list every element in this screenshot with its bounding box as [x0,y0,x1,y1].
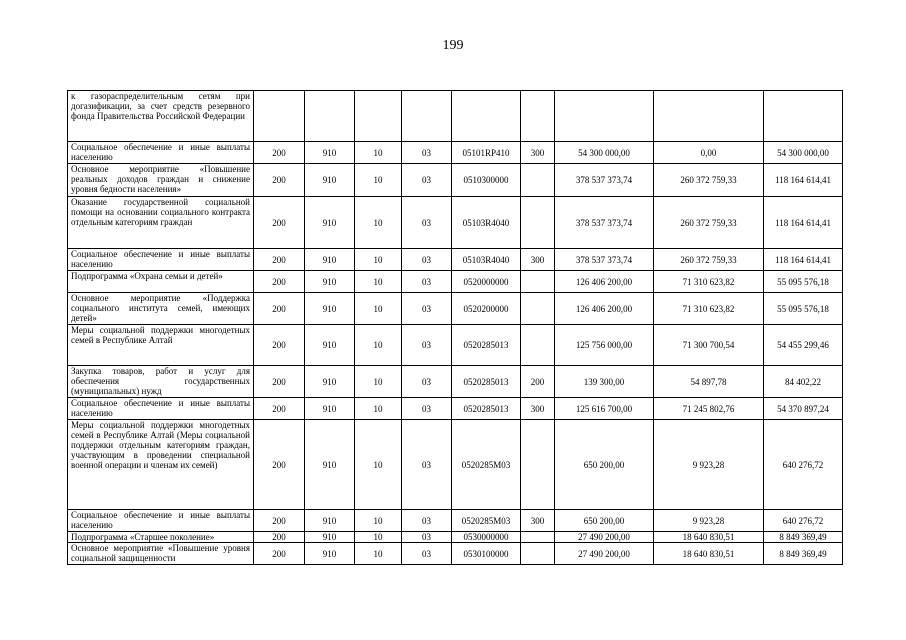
budget-table [67,90,843,565]
expense-type-code: 0520200000 [452,293,521,325]
kvr-code [521,91,555,142]
target-article-code: 03 [402,420,452,510]
remaining-amount: 84 402,22 [764,366,843,398]
kvr-code [521,197,555,249]
table-row [68,197,843,249]
executed-amount: 260 372 759,33 [654,164,764,197]
line-item-name: Социальное обеспечение и иные выплаты населению [68,398,254,420]
table-row [68,398,843,420]
target-article-code: 03 [402,271,452,293]
remaining-amount: 118 164 614,41 [764,197,843,249]
kfsr-section-code: 910 [305,293,355,325]
line-item-name: Меры социальной поддержки многодетных семей в Республике Алтай [68,325,254,366]
line-item-name: Социальное обеспечение и иные выплаты населению [68,249,254,271]
kvsr-code: 200 [254,164,305,197]
kvsr-code: 200 [254,510,305,532]
executed-amount: 18 640 830,51 [654,543,764,565]
kvsr-code: 200 [254,398,305,420]
remaining-amount: 640 276,72 [764,510,843,532]
kfsr-section-code: 910 [305,197,355,249]
approved-amount: 378 537 373,74 [555,249,654,271]
kfsr-section-code: 910 [305,164,355,197]
approved-amount: 125 616 700,00 [555,398,654,420]
subsection-code: 10 [355,543,402,565]
line-item-name: Основное мероприятие «Повышение уровня социальной защищенности [68,543,254,565]
executed-amount: 71 245 802,76 [654,398,764,420]
approved-amount: 378 537 373,74 [555,164,654,197]
kvr-code [521,293,555,325]
remaining-amount: 118 164 614,41 [764,164,843,197]
approved-amount: 27 490 200,00 [555,543,654,565]
expense-type-code: 0520285013 [452,366,521,398]
subsection-code: 10 [355,142,402,164]
kfsr-section-code: 910 [305,366,355,398]
table-body [68,91,843,565]
target-article-code: 03 [402,532,452,543]
executed-amount: 260 372 759,33 [654,197,764,249]
subsection-code: 10 [355,293,402,325]
expense-type-code: 0520000000 [452,271,521,293]
line-item-name: Основное мероприятие «Повышение реальных доходов граждан и снижение уровня бедности населения» [68,164,254,197]
remaining-amount: 54 370 897,24 [764,398,843,420]
subsection-code [355,91,402,142]
expense-type-code: 05103R4040 [452,249,521,271]
table-row [68,366,843,398]
approved-amount: 650 200,00 [555,420,654,510]
table-row [68,420,843,510]
page-number: 199 [442,38,464,53]
expense-type-code [452,91,521,142]
kvr-code [521,532,555,543]
expense-type-code: 05101RP410 [452,142,521,164]
target-article-code: 03 [402,543,452,565]
target-article-code [402,91,452,142]
table-row [68,543,843,565]
kvr-code [521,164,555,197]
approved-amount [555,91,654,142]
target-article-code: 03 [402,142,452,164]
remaining-amount: 55 095 576,18 [764,271,843,293]
kvr-code [521,420,555,510]
remaining-amount: 640 276,72 [764,420,843,510]
target-article-code: 03 [402,366,452,398]
remaining-amount: 118 164 614,41 [764,249,843,271]
line-item-name: Подпрограмма «Старшее поколение» [68,532,254,543]
expense-type-code: 0530100000 [452,543,521,565]
expense-type-code: 0520285M03 [452,510,521,532]
target-article-code: 03 [402,164,452,197]
approved-amount: 139 300,00 [555,366,654,398]
table-row [68,142,843,164]
remaining-amount [764,91,843,142]
subsection-code: 10 [355,366,402,398]
target-article-code: 03 [402,398,452,420]
expense-type-code: 0520285013 [452,325,521,366]
kvr-code [521,325,555,366]
kfsr-section-code: 910 [305,420,355,510]
kvr-code [521,543,555,565]
subsection-code: 10 [355,532,402,543]
target-article-code: 03 [402,325,452,366]
kvsr-code: 200 [254,420,305,510]
table-row [68,510,843,532]
approved-amount: 378 537 373,74 [555,197,654,249]
expense-type-code: 0510300000 [452,164,521,197]
kfsr-section-code: 910 [305,543,355,565]
kfsr-section-code: 910 [305,142,355,164]
remaining-amount: 8 849 369,49 [764,532,843,543]
kvsr-code: 200 [254,271,305,293]
kvr-code: 300 [521,142,555,164]
kvr-code: 200 [521,366,555,398]
approved-amount: 27 490 200,00 [555,532,654,543]
expense-type-code: 0530000000 [452,532,521,543]
kfsr-section-code [305,91,355,142]
executed-amount: 0,00 [654,142,764,164]
executed-amount: 260 372 759,33 [654,249,764,271]
subsection-code: 10 [355,271,402,293]
executed-amount [654,91,764,142]
table-row [68,249,843,271]
line-item-name: Основное мероприятие «Поддержка социального института семей, имеющих детей» [68,293,254,325]
kfsr-section-code: 910 [305,510,355,532]
line-item-name: Закупка товаров, работ и услуг для обеспечения государственных (муниципальных) нужд [68,366,254,398]
subsection-code: 10 [355,325,402,366]
table-row [68,532,843,543]
kvr-code: 300 [521,249,555,271]
line-item-name: Оказание государственной социальной помощи на основании социального контракта отдельным категориям граждан [68,197,254,249]
kvsr-code: 200 [254,366,305,398]
kvr-code: 300 [521,510,555,532]
subsection-code: 10 [355,249,402,271]
kvsr-code: 200 [254,532,305,543]
executed-amount: 71 310 623,82 [654,271,764,293]
table-row [68,271,843,293]
executed-amount: 54 897,78 [654,366,764,398]
target-article-code: 03 [402,249,452,271]
kfsr-section-code: 910 [305,398,355,420]
remaining-amount: 54 455 299,46 [764,325,843,366]
remaining-amount: 8 849 369,49 [764,543,843,565]
line-item-name: Социальное обеспечение и иные выплаты населению [68,142,254,164]
executed-amount: 18 640 830,51 [654,532,764,543]
expense-type-code: 0520285013 [452,398,521,420]
subsection-code: 10 [355,398,402,420]
kfsr-section-code: 910 [305,271,355,293]
table-row [68,91,843,142]
kvsr-code: 200 [254,293,305,325]
executed-amount: 71 310 623,82 [654,293,764,325]
kfsr-section-code: 910 [305,249,355,271]
subsection-code: 10 [355,420,402,510]
kvsr-code: 200 [254,325,305,366]
approved-amount: 126 406 200,00 [555,293,654,325]
line-item-name: Подпрограмма «Охрана семьи и детей» [68,271,254,293]
kfsr-section-code: 910 [305,532,355,543]
line-item-name: к газораспределительным сетям при догазификации, за счет средств резервного фонда Правительства Российской Федерации [68,91,254,142]
target-article-code: 03 [402,510,452,532]
executed-amount: 9 923,28 [654,420,764,510]
approved-amount: 650 200,00 [555,510,654,532]
subsection-code: 10 [355,510,402,532]
kvsr-code: 200 [254,197,305,249]
kvr-code [521,271,555,293]
target-article-code: 03 [402,293,452,325]
approved-amount: 125 756 000,00 [555,325,654,366]
kvsr-code: 200 [254,142,305,164]
kvsr-code [254,91,305,142]
remaining-amount: 54 300 000,00 [764,142,843,164]
expense-type-code: 0520285M03 [452,420,521,510]
table-row [68,325,843,366]
approved-amount: 126 406 200,00 [555,271,654,293]
line-item-name: Меры социальной поддержки многодетных семей в Республике Алтай (Меры социальной поддержки отдельным категориям граждан, участвующим в проведении специальной военной операции и членам их семей) [68,420,254,510]
line-item-name: Социальное обеспечение и иные выплаты населению [68,510,254,532]
kvsr-code: 200 [254,249,305,271]
kvr-code: 300 [521,398,555,420]
table-row [68,293,843,325]
executed-amount: 71 300 700,54 [654,325,764,366]
table-row [68,164,843,197]
kfsr-section-code: 910 [305,325,355,366]
subsection-code: 10 [355,197,402,249]
executed-amount: 9 923,28 [654,510,764,532]
kvsr-code: 200 [254,543,305,565]
subsection-code: 10 [355,164,402,197]
approved-amount: 54 300 000,00 [555,142,654,164]
remaining-amount: 55 095 576,18 [764,293,843,325]
target-article-code: 03 [402,197,452,249]
expense-type-code: 05103R4040 [452,197,521,249]
